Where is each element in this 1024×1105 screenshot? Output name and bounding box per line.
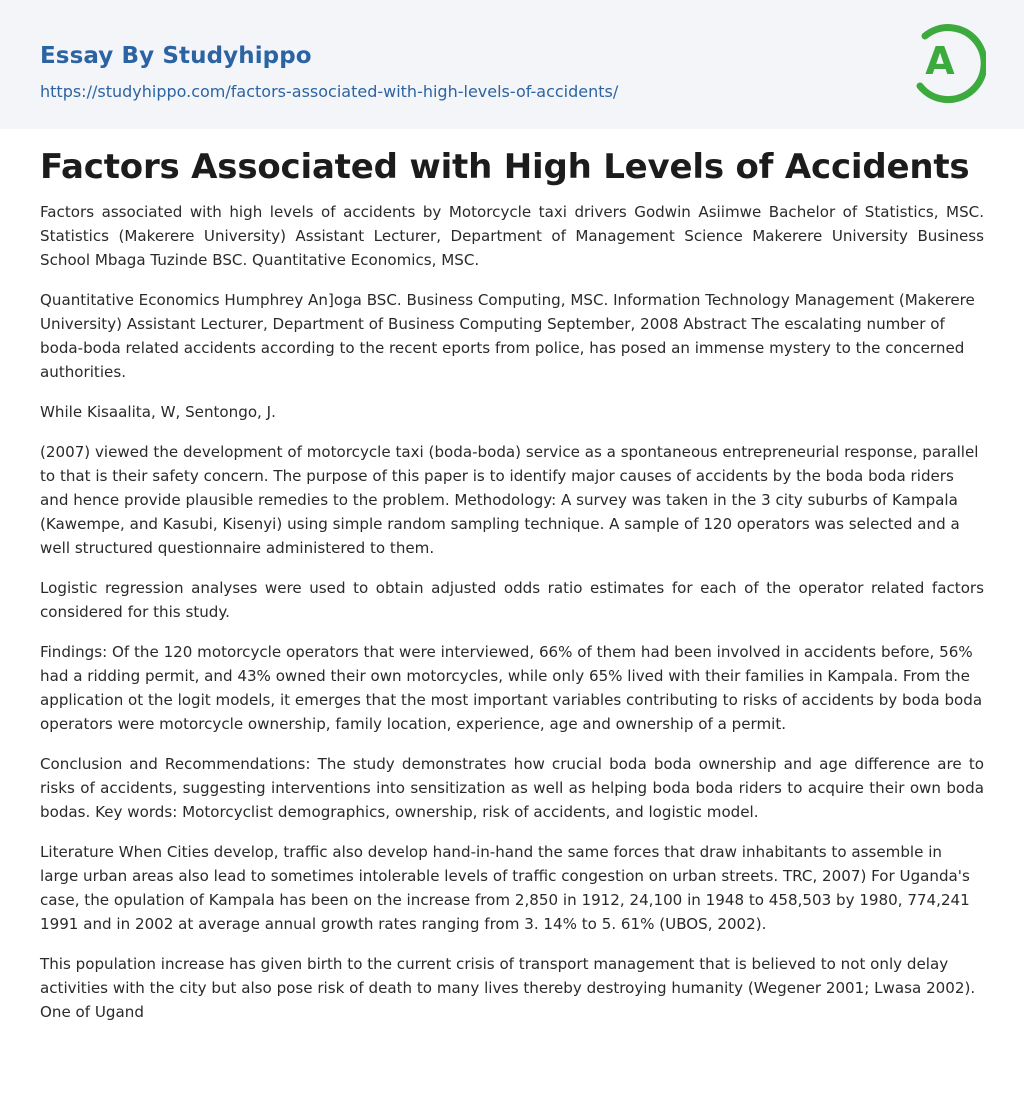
source-url-link[interactable]: https://studyhippo.com/factors-associated-with-high-levels-of-accidents/ [40,82,619,101]
paragraph-9: This population increase has given birth to the current crisis of transport management that is believed to not only delay activities with the city but also pose risk of death to many lives thereby destroying humanity (Wegener 2001; Lwasa 2002). One of Ugand [40,955,976,1021]
studyhippo-logo-icon[interactable] [912,18,986,106]
paragraph-1: Factors associated with high levels of accidents by Motorcycle taxi drivers Godwin Asiimwe Bachelor of Statistics, MSC. Statistics (Makerere University) Assistant Lecturer, Department of Management Science Makerere University Business School Mbaga Tuzinde BSC. Quantitative Economics, MSC. [40,203,984,269]
paragraph-6: Findings: Of the 120 motorcycle operators that were interviewed, 66% of them had been involved in accidents before, 56% had a ridding permit, and 43% owned their own motorcycles, while only 65% lived with their families in Kampala. From the application ot the logit models, it emerges that the most important variables contributing to risks of accidents by boda boda operators were motorcycle ownership, family location, experience, age and ownership of a permit. [40,643,983,733]
site-brand[interactable]: Essay By Studyhippo [40,43,312,69]
paragraph-3: While Kisaalita, W, Sentongo, J. [40,403,276,421]
paragraph-2: Quantitative Economics Humphrey An]oga BSC. Business Computing, MSC. Information Technology Management (Makerere University) Assistant Lecturer, Department of Business Computing September, 2008 Abstract The escalating number of boda-boda related accidents according to the recent eports from police, has posed an immense mystery to the concerned authorities. [40,291,975,381]
paragraph-4: (2007) viewed the development of motorcycle taxi (boda-boda) service as a spontaneous entrepreneurial response, parallel to that is their safety concern. The purpose of this paper is to identify major causes of accidents by the boda boda riders and hence provide plausible remedies to the problem. Methodology: A survey was taken in the 3 city suburbs of Kampala (Kawempe, and Kasubi, Kisenyi) using simple random sampling technique. A sample of 120 operators was selected and a well structured questionnaire administered to them. [40,443,979,557]
site-header [0,0,1024,129]
paragraph-5: Logistic regression analyses were used to obtain adjusted odds ratio estimates for each of the operator related factors considered for this study. [40,579,984,621]
logo-letter: A [925,39,955,83]
paragraph-7: Conclusion and Recommendations: The study demonstrates how crucial boda boda ownership and age difference are to risks of accidents, suggesting interventions into sensitization as well as helping boda boda riders to acquire their own boda bodas. Key words: Motorcyclist demographics, ownership, risk of accidents, and logistic model. [40,755,984,821]
article [0,146,1024,1024]
page-title: Factors Associated with High Levels of Accidents [40,147,970,187]
paragraph-8: Literature When Cities develop, traffic also develop hand-in-hand the same forces that draw inhabitants to assemble in large urban areas also lead to sometimes intolerable levels of traffic congestion on urban streets. TRC, 2007) For Uganda's case, the opulation of Kampala has been on the increase from 2,850 in 1912, 24,100 in 1948 to 458,503 by 1980, 774,241 1991 and in 2002 at average annual growth rates ranging from 3. 14% to 5. 61% (UBOS, 2002). [40,843,970,933]
